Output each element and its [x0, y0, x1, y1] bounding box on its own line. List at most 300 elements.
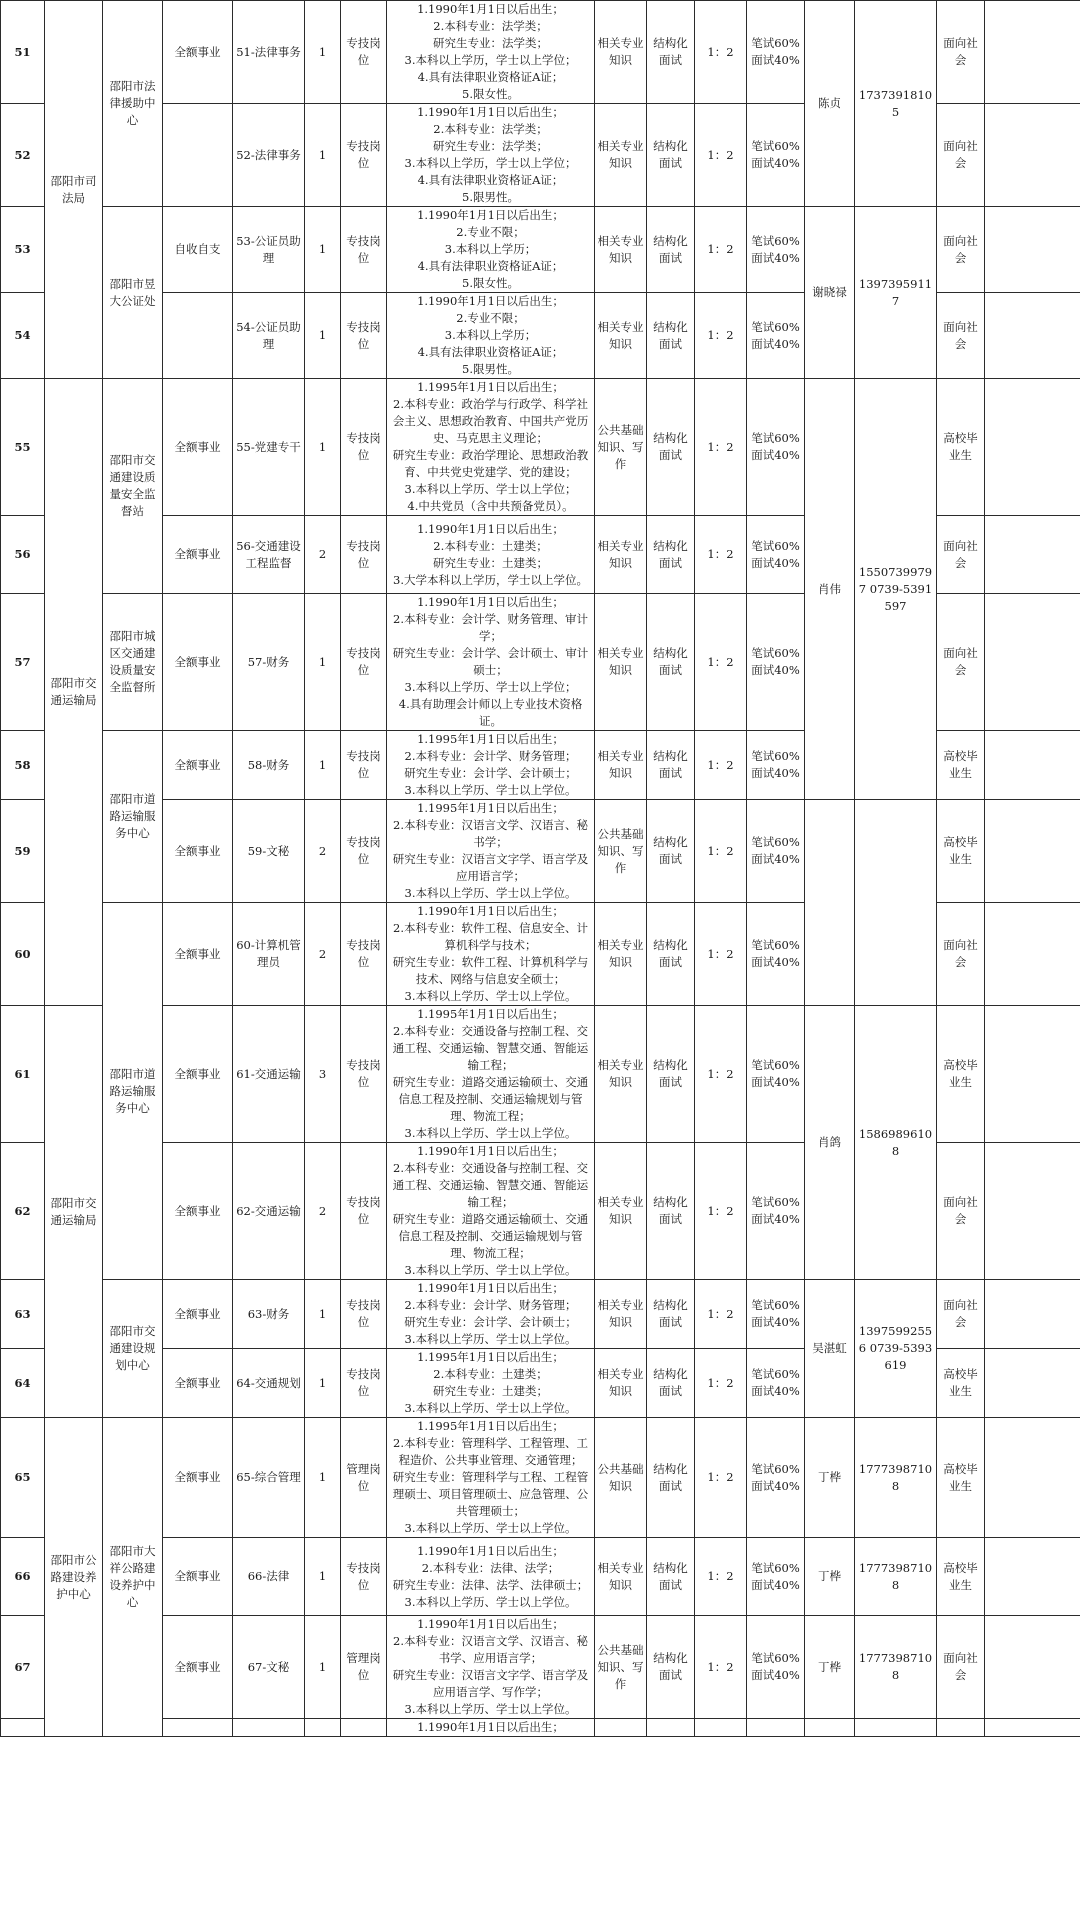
exam-subject-cell: 相关专业知识 — [595, 594, 647, 731]
requirement-line: 3.本科以上学历、学士以上学位。 — [404, 1401, 577, 1415]
requirement-line: 研究生专业：政治学理论、思想政治教育、中共党史党建学、党的建设； — [392, 448, 589, 479]
funding-cell — [163, 1719, 233, 1737]
requirements-cell — [387, 1143, 595, 1280]
post-cell: 54-公证员助理 — [233, 293, 305, 379]
exam-subject-cell: 相关专业知识 — [595, 207, 647, 293]
requirement-line: 1.1990年1月1日以后出生； — [417, 904, 564, 918]
requirement-line: 5.限男性。 — [462, 362, 519, 376]
requirement-line: 2.本科专业：汉语言文学、汉语言、秘书学、应用语言学； — [393, 1634, 588, 1665]
ratio-cell: 1：2 — [695, 207, 747, 293]
remarks-cell — [985, 207, 1080, 293]
target-cell: 面向社会 — [937, 1143, 985, 1280]
weight-cell: 笔试60% 面试40% — [747, 207, 805, 293]
exam-subject-cell: 相关专业知识 — [595, 1349, 647, 1418]
remarks-cell — [985, 594, 1080, 731]
interview-cell: 结构化面试 — [647, 903, 695, 1006]
row-number-cell: 54 — [1, 293, 45, 379]
requirement-line: 2.本科专业：会计学、财务管理； — [404, 749, 577, 763]
remarks-cell — [985, 1, 1080, 104]
table-row — [1, 1538, 1080, 1616]
funding-cell — [163, 293, 233, 379]
category-cell: 专技岗位 — [341, 293, 387, 379]
count-cell: 1 — [305, 1349, 341, 1418]
remarks-cell — [985, 516, 1080, 594]
row-number-cell: 63 — [1, 1280, 45, 1349]
count-cell: 1 — [305, 1, 341, 104]
requirement-line: 3.本科以上学历、学士以上学位。 — [404, 1702, 577, 1716]
exam-subject-cell: 相关专业知识 — [595, 1, 647, 104]
row-number-cell: 55 — [1, 379, 45, 516]
requirements-cell — [387, 1616, 595, 1719]
row-number-cell: 53 — [1, 207, 45, 293]
requirement-line: 2.本科专业：法律、法学； — [421, 1560, 560, 1575]
ratio-cell: 1：2 — [695, 379, 747, 516]
requirements-cell — [387, 207, 595, 293]
category-cell: 专技岗位 — [341, 104, 387, 207]
count-cell: 1 — [305, 379, 341, 516]
post-cell: 56-交通建设工程监督 — [233, 516, 305, 594]
target-cell: 面向社会 — [937, 104, 985, 207]
category-cell: 专技岗位 — [341, 379, 387, 516]
department-cell: 邵阳市交通运输局 — [45, 1006, 103, 1418]
weight-cell: 笔试60% 面试40% — [747, 1280, 805, 1349]
weight-cell: 笔试60% 面试40% — [747, 903, 805, 1006]
count-cell: 2 — [305, 800, 341, 903]
requirements-cell — [387, 293, 595, 379]
phone-cell: 13973959117 — [855, 207, 937, 379]
requirement-line: 3.本科以上学历，学士以上学位； — [404, 53, 577, 67]
ratio-cell: 1：2 — [695, 104, 747, 207]
funding-cell: 全额事业 — [163, 1143, 233, 1280]
requirement-line: 2.本科专业：法学类； — [433, 19, 548, 33]
requirement-line: 1.1990年1月1日以后出生； — [417, 1617, 564, 1631]
table-row — [1, 1616, 1080, 1719]
requirement-line: 5.限女性。 — [462, 276, 519, 290]
interview-cell: 结构化面试 — [647, 207, 695, 293]
phone-cell — [855, 800, 937, 1006]
ratio-cell: 1：2 — [695, 903, 747, 1006]
category-cell: 专技岗位 — [341, 1006, 387, 1143]
remarks-cell — [985, 1719, 1080, 1737]
table-body — [1, 1, 1080, 1737]
weight-cell: 笔试60% 面试40% — [747, 1143, 805, 1280]
ratio-cell: 1：2 — [695, 293, 747, 379]
requirement-line: 研究生专业：汉语言文字学、语言学及应用语言学、写作学； — [392, 1668, 589, 1699]
unit-cell: 邵阳市城区交通建设质量安全监督所 — [103, 594, 163, 731]
target-cell: 高校毕业生 — [937, 731, 985, 800]
category-cell: 专技岗位 — [341, 516, 387, 594]
requirement-line: 1.1990年1月1日以后出生； — [417, 1720, 564, 1734]
post-cell: 63-财务 — [233, 1280, 305, 1349]
count-cell: 2 — [305, 903, 341, 1006]
phone-cell: 17773987108 — [855, 1538, 937, 1616]
ratio-cell: 1：2 — [695, 731, 747, 800]
requirement-line: 2.本科专业：交通设备与控制工程、交通工程、交通运输、智慧交通、智能运输工程； — [392, 1161, 589, 1209]
category-cell: 专技岗位 — [341, 594, 387, 731]
exam-subject-cell — [595, 1719, 647, 1737]
target-cell: 面向社会 — [937, 1, 985, 104]
exam-subject-cell: 相关专业知识 — [595, 1280, 647, 1349]
target-cell: 面向社会 — [937, 516, 985, 594]
contact-cell: 丁桦 — [805, 1418, 855, 1538]
requirement-line: 1.1995年1月1日以后出生； — [417, 1350, 564, 1364]
funding-cell: 全额事业 — [163, 903, 233, 1006]
contact-cell: 陈贞 — [805, 1, 855, 207]
interview-cell: 结构化面试 — [647, 1006, 695, 1143]
post-cell: 66-法律 — [233, 1538, 305, 1616]
interview-cell: 结构化面试 — [647, 379, 695, 516]
exam-subject-cell: 公共基础知识、写作 — [595, 1616, 647, 1719]
funding-cell: 全额事业 — [163, 1280, 233, 1349]
count-cell: 1 — [305, 1538, 341, 1616]
target-cell: 面向社会 — [937, 1280, 985, 1349]
remarks-cell — [985, 1143, 1080, 1280]
requirement-line: 1.1990年1月1日以后出生； — [417, 105, 564, 119]
requirement-line: 研究生专业：会计学、会计硕士； — [404, 766, 577, 780]
post-cell: 53-公证员助理 — [233, 207, 305, 293]
remarks-cell — [985, 1349, 1080, 1418]
requirement-line: 3.本科以上学历、学士以上学位。 — [404, 886, 577, 900]
requirement-line: 2.本科专业：土建类； — [433, 1367, 548, 1381]
exam-subject-cell: 相关专业知识 — [595, 293, 647, 379]
post-cell — [233, 1719, 305, 1737]
target-cell: 面向社会 — [937, 903, 985, 1006]
category-cell: 专技岗位 — [341, 1280, 387, 1349]
post-cell: 62-交通运输 — [233, 1143, 305, 1280]
ratio-cell: 1：2 — [695, 1349, 747, 1418]
exam-subject-cell: 相关专业知识 — [595, 104, 647, 207]
requirement-line: 研究生专业：会计学、会计硕士、审计硕士； — [392, 646, 589, 677]
phone-cell: 17773987108 — [855, 1616, 937, 1719]
interview-cell: 结构化面试 — [647, 1143, 695, 1280]
count-cell: 1 — [305, 207, 341, 293]
category-cell: 管理岗位 — [341, 1616, 387, 1719]
count-cell: 2 — [305, 516, 341, 594]
interview-cell: 结构化面试 — [647, 104, 695, 207]
category-cell: 专技岗位 — [341, 1143, 387, 1280]
target-cell: 高校毕业生 — [937, 379, 985, 516]
post-cell: 52-法律事务 — [233, 104, 305, 207]
requirement-line: 3.本科以上学历； — [444, 242, 537, 256]
row-number-cell: 66 — [1, 1538, 45, 1616]
ratio-cell: 1：2 — [695, 1280, 747, 1349]
category-cell: 管理岗位 — [341, 1418, 387, 1538]
post-cell: 57-财务 — [233, 594, 305, 731]
requirements-cell — [387, 594, 595, 731]
weight-cell: 笔试60% 面试40% — [747, 1006, 805, 1143]
requirements-cell — [387, 1, 595, 104]
requirement-line: 3.本科以上学历，学士以上学位； — [404, 156, 577, 170]
ratio-cell: 1：2 — [695, 1143, 747, 1280]
requirements-cell — [387, 1719, 595, 1737]
requirement-line: 研究生专业：管理科学与工程、工程管理硕士、项目管理硕士、应急管理、公共管理硕士； — [392, 1470, 589, 1518]
funding-cell: 全额事业 — [163, 800, 233, 903]
remarks-cell — [985, 903, 1080, 1006]
remarks-cell — [985, 379, 1080, 516]
weight-cell: 笔试60% 面试40% — [747, 293, 805, 379]
requirement-line: 3.大学本科以上学历，学士以上学位。 — [393, 572, 588, 587]
row-number-cell: 65 — [1, 1418, 45, 1538]
interview-cell: 结构化面试 — [647, 1616, 695, 1719]
exam-subject-cell: 相关专业知识 — [595, 731, 647, 800]
requirement-line: 3.本科以上学历、学士以上学位。 — [404, 1521, 577, 1535]
unit-cell: 邵阳市大祥公路建设养护中心 — [103, 1418, 163, 1737]
count-cell: 1 — [305, 1280, 341, 1349]
interview-cell: 结构化面试 — [647, 293, 695, 379]
funding-cell: 全额事业 — [163, 1, 233, 104]
table-row — [1, 1719, 1080, 1737]
requirements-cell — [387, 379, 595, 516]
exam-subject-cell: 公共基础知识、写作 — [595, 379, 647, 516]
weight-cell: 笔试60% 面试40% — [747, 1418, 805, 1538]
weight-cell: 笔试60% 面试40% — [747, 1538, 805, 1616]
weight-cell: 笔试60% 面试40% — [747, 1, 805, 104]
requirement-line: 研究生专业：会计学、会计硕士； — [404, 1315, 577, 1329]
requirement-line: 3.本科以上学历、学士以上学位。 — [404, 989, 577, 1003]
requirement-line: 2.本科专业：法学类； — [433, 122, 548, 136]
requirement-line: 研究生专业：法学类； — [433, 36, 548, 50]
contact-cell — [805, 1719, 855, 1737]
requirement-line: 4.具有助理会计师以上专业技术资格证。 — [398, 697, 583, 728]
requirement-line: 1.1995年1月1日以后出生； — [417, 801, 564, 815]
category-cell — [341, 1719, 387, 1737]
funding-cell: 全额事业 — [163, 1418, 233, 1538]
funding-cell: 全额事业 — [163, 1006, 233, 1143]
remarks-cell — [985, 1006, 1080, 1143]
requirements-cell — [387, 903, 595, 1006]
requirement-line: 1.1990年1月1日以后出生； — [417, 595, 564, 609]
requirement-line: 研究生专业：法律、法学、法律硕士； — [392, 1577, 589, 1592]
exam-subject-cell: 相关专业知识 — [595, 903, 647, 1006]
row-number-cell: 67 — [1, 1616, 45, 1719]
requirement-line: 研究生专业：汉语言文字学、语言学及应用语言学； — [392, 852, 589, 883]
exam-subject-cell: 相关专业知识 — [595, 1006, 647, 1143]
weight-cell: 笔试60% 面试40% — [747, 594, 805, 731]
table-row — [1, 1, 1080, 104]
table-row — [1, 1006, 1080, 1143]
target-cell: 高校毕业生 — [937, 1418, 985, 1538]
requirement-line: 5.限男性。 — [462, 190, 519, 204]
count-cell: 1 — [305, 1418, 341, 1538]
row-number-cell: 56 — [1, 516, 45, 594]
remarks-cell — [985, 800, 1080, 903]
exam-subject-cell: 相关专业知识 — [595, 1538, 647, 1616]
exam-subject-cell: 相关专业知识 — [595, 516, 647, 594]
category-cell: 专技岗位 — [341, 1349, 387, 1418]
post-cell: 65-综合管理 — [233, 1418, 305, 1538]
weight-cell: 笔试60% 面试40% — [747, 800, 805, 903]
remarks-cell — [985, 1538, 1080, 1616]
funding-cell: 全额事业 — [163, 1349, 233, 1418]
department-cell: 邵阳市司法局 — [45, 1, 103, 379]
ratio-cell: 1：2 — [695, 1538, 747, 1616]
requirements-cell — [387, 104, 595, 207]
department-cell: 邵阳市交通运输局 — [45, 379, 103, 1006]
requirement-line: 5.限女性。 — [462, 87, 519, 101]
department-cell: 邵阳市公路建设养护中心 — [45, 1418, 103, 1737]
requirement-line: 2.本科专业：交通设备与控制工程、交通工程、交通运输、智慧交通、智能运输工程； — [392, 1024, 589, 1072]
funding-cell: 全额事业 — [163, 379, 233, 516]
requirement-line: 3.本科以上学历、学士以上学位。 — [404, 783, 577, 797]
interview-cell — [647, 1719, 695, 1737]
requirements-cell — [387, 1538, 595, 1616]
requirement-line: 2.本科专业：管理科学、工程管理、工程造价、公共事业管理、交通管理； — [393, 1436, 588, 1467]
exam-subject-cell: 相关专业知识 — [595, 1143, 647, 1280]
phone-cell: 15869896108 — [855, 1006, 937, 1280]
post-cell: 59-文秘 — [233, 800, 305, 903]
requirement-line: 4.具有法律职业资格证A证； — [417, 259, 564, 273]
requirement-line: 4.中共党员（含中共预备党员）。 — [407, 499, 574, 513]
target-cell: 高校毕业生 — [937, 1349, 985, 1418]
requirement-line: 研究生专业：软件工程、计算机科学与技术、网络与信息安全硕士； — [392, 955, 589, 986]
weight-cell: 笔试60% 面试40% — [747, 379, 805, 516]
funding-cell: 全额事业 — [163, 731, 233, 800]
category-cell: 专技岗位 — [341, 731, 387, 800]
row-number-cell: 57 — [1, 594, 45, 731]
phone-cell: 15507399797 0739-5391597 — [855, 379, 937, 800]
unit-cell: 邵阳市法律援助中心 — [103, 1, 163, 207]
ratio-cell: 1：2 — [695, 1006, 747, 1143]
requirements-cell — [387, 1349, 595, 1418]
remarks-cell — [985, 104, 1080, 207]
post-cell: 64-交通规划 — [233, 1349, 305, 1418]
funding-cell: 全额事业 — [163, 1538, 233, 1616]
requirement-line: 4.具有法律职业资格证A证； — [417, 345, 564, 359]
requirement-line: 3.本科以上学历； — [444, 328, 537, 342]
contact-cell: 丁桦 — [805, 1616, 855, 1719]
table-row — [1, 207, 1080, 293]
requirements-cell — [387, 1006, 595, 1143]
interview-cell: 结构化面试 — [647, 1, 695, 104]
category-cell: 专技岗位 — [341, 207, 387, 293]
post-cell: 58-财务 — [233, 731, 305, 800]
post-cell: 61-交通运输 — [233, 1006, 305, 1143]
phone-cell: 13975992556 0739-5393619 — [855, 1280, 937, 1418]
count-cell — [305, 1719, 341, 1737]
requirement-line: 1.1990年1月1日以后出生； — [417, 2, 564, 16]
unit-cell: 邵阳市交通建设规划中心 — [103, 1280, 163, 1418]
interview-cell: 结构化面试 — [647, 594, 695, 731]
funding-cell: 全额事业 — [163, 594, 233, 731]
count-cell: 1 — [305, 731, 341, 800]
remarks-cell — [985, 1280, 1080, 1349]
table-row — [1, 800, 1080, 903]
ratio-cell: 1：2 — [695, 1418, 747, 1538]
contact-cell: 肖鸽 — [805, 1006, 855, 1280]
exam-subject-cell: 公共基础知识 — [595, 1418, 647, 1538]
ratio-cell: 1：2 — [695, 1616, 747, 1719]
post-cell: 55-党建专干 — [233, 379, 305, 516]
count-cell: 1 — [305, 1616, 341, 1719]
weight-cell — [747, 1719, 805, 1737]
requirement-line: 1.1990年1月1日以后出生； — [417, 294, 564, 308]
interview-cell: 结构化面试 — [647, 800, 695, 903]
funding-cell: 自收自支 — [163, 207, 233, 293]
row-number-cell: 59 — [1, 800, 45, 903]
requirements-cell — [387, 1418, 595, 1538]
contact-cell: 谢晓禄 — [805, 207, 855, 379]
requirement-line: 3.本科以上学历、学士以上学位。 — [404, 1594, 577, 1609]
ratio-cell: 1：2 — [695, 516, 747, 594]
ratio-cell: 1：2 — [695, 594, 747, 731]
requirement-line: 1.1990年1月1日以后出生； — [417, 1144, 564, 1158]
target-cell — [937, 1719, 985, 1737]
requirement-line: 1.1990年1月1日以后出生； — [417, 1281, 564, 1295]
requirement-line: 研究生专业：土建类； — [433, 555, 548, 570]
requirements-cell — [387, 731, 595, 800]
target-cell: 高校毕业生 — [937, 1538, 985, 1616]
row-number-cell: 52 — [1, 104, 45, 207]
unit-cell: 邵阳市交通建设质量安全监督站 — [103, 379, 163, 594]
requirement-line: 1.1995年1月1日以后出生； — [417, 1007, 564, 1021]
table-row — [1, 1280, 1080, 1349]
category-cell: 专技岗位 — [341, 800, 387, 903]
remarks-cell — [985, 293, 1080, 379]
requirement-line: 3.本科以上学历、学士以上学位； — [404, 482, 577, 496]
funding-cell: 全额事业 — [163, 516, 233, 594]
row-number-cell: 58 — [1, 731, 45, 800]
weight-cell: 笔试60% 面试40% — [747, 516, 805, 594]
requirement-line: 3.本科以上学历、学士以上学位。 — [404, 1126, 577, 1140]
requirement-line: 3.本科以上学历、学士以上学位； — [404, 680, 577, 694]
contact-cell: 吴湛虹 — [805, 1280, 855, 1418]
contact-cell — [805, 800, 855, 1006]
remarks-cell — [985, 731, 1080, 800]
requirement-line: 2.本科专业：土建类； — [433, 538, 548, 553]
requirement-line: 研究生专业：法学类； — [433, 139, 548, 153]
target-cell: 面向社会 — [937, 594, 985, 731]
contact-cell: 肖伟 — [805, 379, 855, 800]
requirement-line: 3.本科以上学历、学士以上学位。 — [404, 1332, 577, 1346]
requirements-cell — [387, 1280, 595, 1349]
interview-cell: 结构化面试 — [647, 1280, 695, 1349]
requirement-line: 2.本科专业：软件工程、信息安全、计算机科学与技术； — [393, 921, 588, 952]
post-cell: 67-文秘 — [233, 1616, 305, 1719]
interview-cell: 结构化面试 — [647, 1349, 695, 1418]
unit-cell: 邵阳市昱大公证处 — [103, 207, 163, 379]
weight-cell: 笔试60% 面试40% — [747, 731, 805, 800]
table-row — [1, 379, 1080, 516]
phone-cell: 17373918105 — [855, 1, 937, 207]
requirements-cell — [387, 516, 595, 594]
phone-cell: 17773987108 — [855, 1418, 937, 1538]
requirement-line: 2.本科专业：政治学与行政学、科学社会主义、思想政治教育、中国共产党历史、马克思主义理论； — [392, 397, 589, 445]
requirement-line: 1.1990年1月1日以后出生； — [417, 208, 564, 222]
requirement-line: 2.本科专业：会计学、财务管理； — [404, 1298, 577, 1312]
requirement-line: 1.1995年1月1日以后出生； — [417, 1419, 564, 1433]
remarks-cell — [985, 1418, 1080, 1538]
exam-subject-cell: 公共基础知识、写作 — [595, 800, 647, 903]
requirement-line: 2.本科专业：汉语言文学、汉语言、秘书学； — [393, 818, 588, 849]
category-cell: 专技岗位 — [341, 1538, 387, 1616]
funding-cell — [163, 104, 233, 207]
ratio-cell: 1：2 — [695, 1, 747, 104]
interview-cell: 结构化面试 — [647, 731, 695, 800]
requirement-line: 研究生专业：道路交通运输硕士、交通信息工程及控制、交通运输规划与管理、物流工程； — [392, 1075, 589, 1123]
category-cell: 专技岗位 — [341, 1, 387, 104]
unit-cell: 邵阳市道路运输服务中心 — [103, 731, 163, 903]
remarks-cell — [985, 1616, 1080, 1719]
requirement-line: 4.具有法律职业资格证A证； — [417, 173, 564, 187]
post-cell: 51-法律事务 — [233, 1, 305, 104]
interview-cell: 结构化面试 — [647, 1418, 695, 1538]
ratio-cell — [695, 1719, 747, 1737]
weight-cell: 笔试60% 面试40% — [747, 1616, 805, 1719]
post-cell: 60-计算机管理员 — [233, 903, 305, 1006]
target-cell: 高校毕业生 — [937, 1006, 985, 1143]
phone-cell — [855, 1719, 937, 1737]
row-number-cell: 61 — [1, 1006, 45, 1143]
